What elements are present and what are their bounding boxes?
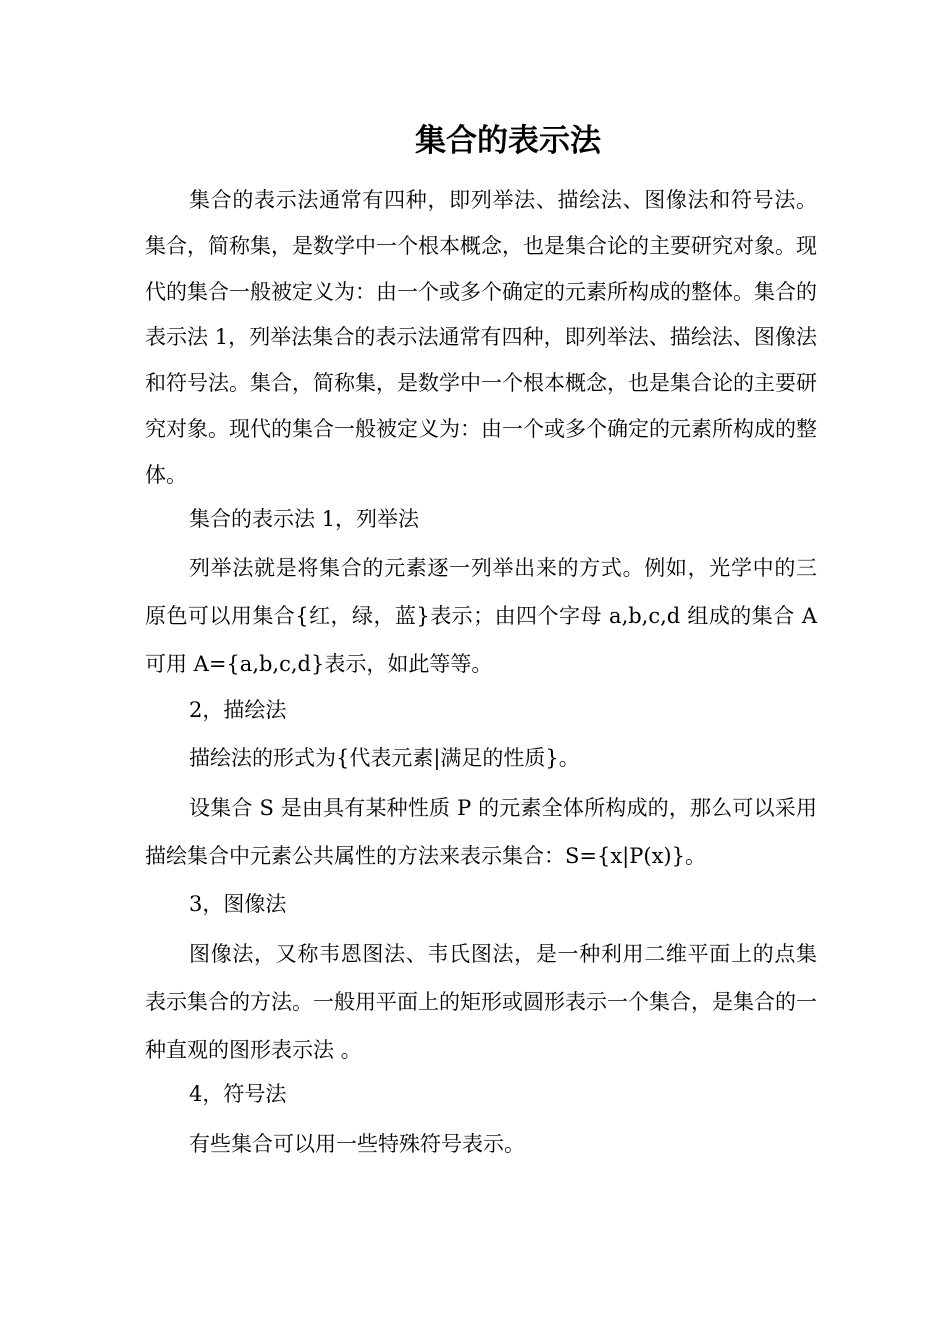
paragraph-symbol: 有些集合可以用一些特殊符号表示。: [189, 1132, 525, 1156]
heading-description: 2，描绘法: [189, 698, 287, 722]
paragraph-diagram: 图像法，又称韦恩图法、韦氏图法，是一种利用二维平面上的点集表示集合的方法。一般用平面上的矩形或圆形表示一个集合，是集合的一种直观的图形表示法 。: [145, 942, 817, 1062]
paragraph-intro: 集合的表示法通常有四种，即列举法、描绘法、图像法和符号法。集合，简称集，是数学中一个根本概念，也是集合论的主要研究对象。现代的集合一般被定义为：由一个或多个确定的元素所构成的整体。集合的表示法 1，列举法集合的表示法通常有四种，即列举法、描绘法、图像法和符号法。集合，简称集，是数学中一个根本概念，也是集合论的主要研究对象。现代的集合一般被定义为：由一个或多个确定的元素所构成的整体。: [145, 188, 817, 487]
heading-enumeration: 集合的表示法 1，列举法: [189, 507, 420, 531]
document-title: 集合的表示法: [415, 123, 601, 159]
paragraph-description-detail: 设集合 S 是由具有某种性质 P 的元素全体所构成的，那么可以采用描绘集合中元素公共属性的方法来表示集合：S={x|P(x)}。: [145, 796, 817, 868]
paragraph-description-form: 描绘法的形式为{代表元素|满足的性质}。: [189, 746, 580, 770]
paragraph-enumeration: 列举法就是将集合的元素逐一列举出来的方式。例如，光学中的三原色可以用集合{红，绿，蓝}表示；由四个字母 a,b,c,d 组成的集合 A 可用 A={a,b,c,d}表示，如此等等。: [145, 556, 817, 676]
heading-diagram: 3，图像法: [189, 892, 287, 916]
heading-symbol: 4，符号法: [189, 1082, 287, 1106]
